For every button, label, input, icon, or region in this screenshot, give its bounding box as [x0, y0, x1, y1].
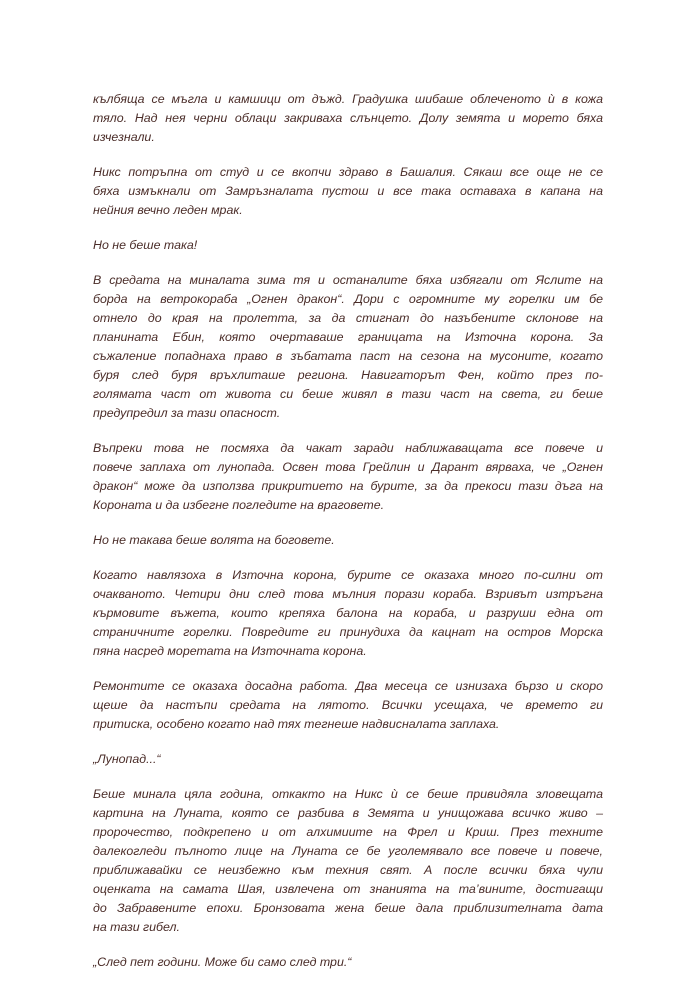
text-line: бяха измъкнали от Замръзналата пустош и все така оставаха в капана на [93, 184, 603, 198]
paragraph [93, 677, 603, 734]
paragraph [93, 531, 603, 550]
paragraph [93, 271, 603, 423]
text-line: пророчество, подкрепено и от алхимиите на Фрел и Криш. През техните [93, 825, 603, 839]
paragraph [93, 90, 603, 147]
text-line: Короната и да избегне погледите на враговете. [93, 498, 385, 512]
text-line: повече заплаха от лунопада. Освен това Грейлин и Дарант вярваха, че „Огнен [93, 460, 603, 474]
text-line: до Забравените епохи. Бронзовата жена беше дала приблизителната дата [93, 901, 603, 915]
text-line: пяна насред моретата на Източната корона. [93, 644, 367, 658]
text-line: дракон“ може да използва прикритието на бурите, за да прекоси тази дъга на [93, 479, 603, 493]
text-line: Но не беше така! [93, 238, 198, 252]
text-line: очакваното. Четири дни след това мълния порази кораба. Взривът изтръгна [93, 587, 603, 601]
text-line: „След пет години. Може би само след три.“ [93, 955, 352, 969]
text-line: В средата на миналата зима тя и останалите бяха избягали от Яслите на [93, 273, 603, 287]
paragraph [93, 439, 603, 515]
paragraph [93, 566, 603, 661]
text-line: изчезнали. [93, 130, 155, 144]
text-line: оценката на самата Шая, извлечена от знанията на та’вините, достигащи [93, 882, 603, 896]
text-line: щеше да настъпи средата на лятото. Всички усещаха, че времето ги [93, 698, 603, 712]
text-line: борда на ветрокораба „Огнен дракон“. Дори с огромните му горелки им бе [93, 292, 603, 306]
paragraph [93, 236, 603, 255]
text-line: картина на Луната, която се разбива в Земята и унищожава всичко живо – [93, 806, 603, 820]
text-line: кърмовите въжета, които крепяха балона на кораба, и разруши една от [93, 606, 603, 620]
text-line: кълбяща се мъгла и камшици от дъжд. Градушка шибаше облеченото ѝ в кожа [93, 92, 603, 106]
text-line: буря след буря връхлиташе региона. Навигаторът Фен, който през по- [93, 368, 603, 382]
text-line: планината Ебин, която очертаваше границата на Източна корона. За [93, 330, 603, 344]
paragraph [93, 953, 603, 972]
text-line: Въпреки това не посмяха да чакат заради наближаващата все повече и [93, 441, 603, 455]
text-line: нейния вечно леден мрак. [93, 203, 243, 217]
text-line: Беше минала цяла година, откакто на Никс ѝ се беше привидяла зловещата [93, 787, 603, 801]
text-line: приближавайки се неизбежно към техния свят. А после всички бяха чули [93, 863, 603, 877]
paragraph [93, 785, 603, 937]
text-line: далекогледи пълното лице на Луната се бе уголемявало все повече и повече, [93, 844, 603, 858]
text-line: Ремонтите се оказаха досадна работа. Два месеца се изнизаха бързо и скоро [93, 679, 603, 693]
paragraph [93, 163, 603, 220]
text-line: Когато навлязоха в Източна корона, бурите се оказаха много по-силни от [93, 568, 603, 582]
text-line: голямата част от живота си беше живял в тази част на света, ги беше [93, 387, 603, 401]
text-line: тяло. Над нея черни облаци закриваха слънцето. Долу земята и морето бяха [93, 111, 603, 125]
text-line: страничните горелки. Повредите ги принудиха да кацнат на остров Морска [93, 625, 603, 639]
paragraph [93, 750, 603, 769]
text-line: предупредил за тази опасност. [93, 406, 281, 420]
text-line: „Лунопад...“ [93, 752, 161, 766]
text-line: съжаление попаднаха право в зъбатата паст на сезона на мусоните, когато [93, 349, 603, 363]
text-line: отнело до края на пролетта, за да стигнат до назъбените склонове на [93, 311, 603, 325]
text-line: притиска, особено когато над тях тегнеше надвисналата заплаха. [93, 717, 500, 731]
text-line: Но не такава беше волята на боговете. [93, 533, 335, 547]
body-text [93, 90, 603, 988]
text-line: Никс потръпна от студ и се вкопчи здраво в Башалия. Сякаш все още не се [93, 165, 603, 179]
text-line: на тази гибел. [93, 920, 180, 934]
